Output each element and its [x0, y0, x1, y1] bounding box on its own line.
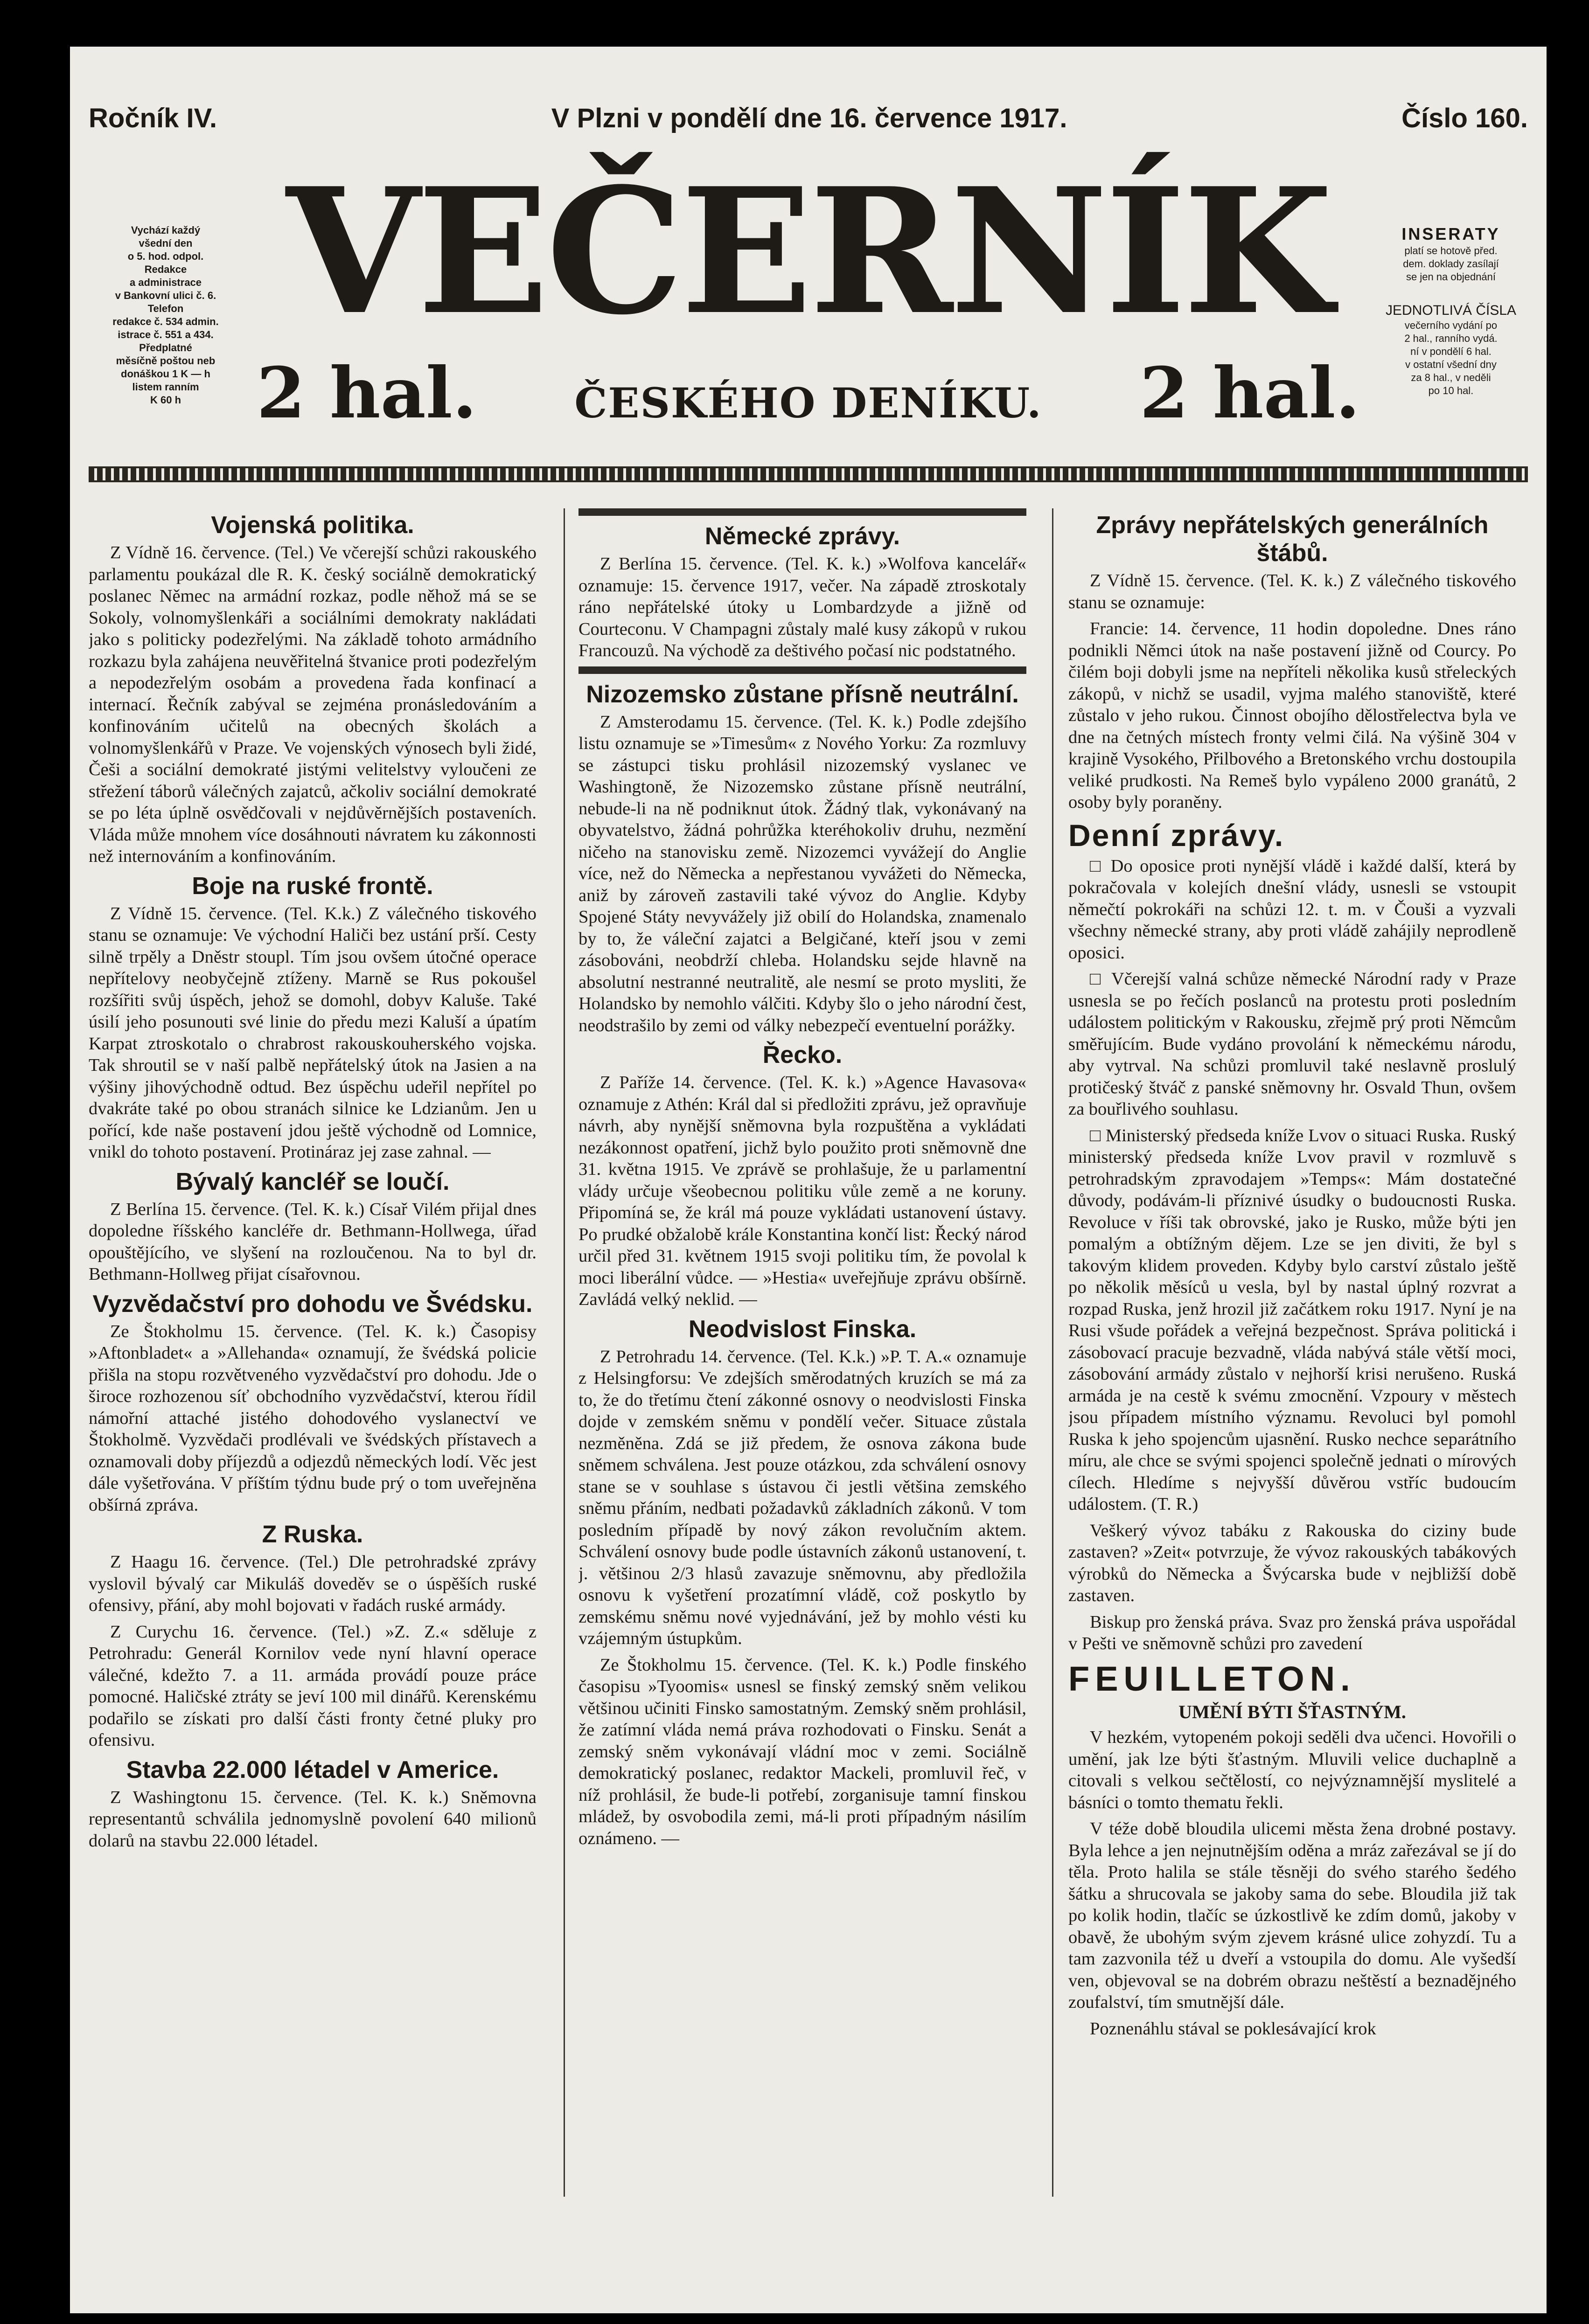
section-heading: Denní zprávy. — [1068, 818, 1285, 853]
headline: Boje na ruské frontě. — [192, 872, 433, 900]
info-line: K 60 h — [150, 394, 181, 406]
article-paragraph: Ze Štokholmu 15. července. (Tel. K. k.) Podle finského časopisu »Tyoomis« usnesl se finský zemský sněm velikou většinou učiniti Finsko samostatným. Zemský sněm prohlásil, že zatímní vláda nemá práva rozhodovati o Finsku. Senát a zemský sněm vykonávají vládní moc v zemi. Sociálně demokratický poslanec, redaktor Mackeli, promluvil řeč, v níž prohlásil, že bude-li potřebí, zorganisuje tamní finskou mládež, by osvobodila zemi, má-li proti případným násilím oznámeno. — — [578, 1655, 1026, 1848]
info-line: dem. doklady zasílají — [1403, 258, 1499, 270]
section-bar — [578, 508, 1026, 516]
article-paragraph: Z Berlína 15. července. (Tel. K. k.) Císař Vilém přijal dnes dopoledne říšského kancléře dr. Bethmann-Hollwega, úřad opouštějícího, ve slyšení na rozloučenou. Na to byl dr. Bethmann-Hollweg přijat císařovnou. — [89, 1199, 537, 1284]
article-paragraph: Z Petrohradu 14. července. (Tel. K.k.) »P. T. A.« oznamuje z Helsingforsu: Ve zdejších směrodatných kruzích se má za to, že do třetímu čtení zákonné osnovy o neodvislosti Finska dojde v zemském sněmu v pondělí večer. Situace zůstala nezměněna. Zdá se již předem, že osnova zákona bude sněmem schválena. Jest pouze otázkou, zda schválení osnovy stane se v souhlase s ústavou či jestli většina zemského sněmu přáním, nedbati požadavků základních zákonů. V tom posledním případě by nový zákon revolučním aktem. Schválení osnovy bude podle ústavních zákonů ustanovení, t. j. většinou 2/3 hlasů zavazuje sněmovnu, aby předložila osnovu k vyšetření prozatímní vládě, což poskytlo by zemskému sněmu nové vyjednávání, jež by mohlo vésti ku vzájemným ústupkům. — [578, 1346, 1026, 1648]
column-1 — [89, 508, 537, 2276]
inseraty-heading: INSERATY — [1401, 224, 1500, 243]
info-line: večerního vydání po — [1404, 319, 1498, 331]
article-paragraph: Z Curychu 16. července. (Tel.) »Z. Z.« sděluje z Petrohradu: Generál Kornilov vede nyní hlavní operace válečné, kdežto 7. a 11. armáda provádí pouze práce pomocné. Haličské ztráty se jeví 100 mil dinářů. Kerenskému podařilo se získati pro další části fronty četné pluky pro ofensivu. — [89, 1622, 537, 1750]
article-paragraph: Z Vídně 15. července. (Tel. K.k.) Z válečného tiskového stanu se oznamuje: Ve východní Haliči bez ustání prší. Cesty silně trpěly a Dněstr stoupl. Tím jsou ovšem útočné operace nepřítelovy neobyčejně ztíženy. Marně se Rus pokoušel rozšířiti svůj úspěch, jehož se domohl, dobyv Kaluše. Také úsilí jeho posunouti své linie do předu mezi Kaluší a úpatím Karpat ztroskotalo o chrabrost rakouskouherského vojska. Tak shroutil se v naší palbě nepřátelský útok na Jasien a na výšiny jihovýchodně odtud. Bez úspěchu udeřil nepřítel po dvakráte také po obou stranách silnice ke Ldzianům. Jen u pořící, kde naše postavení jdou ještě východně od Lomnice, vnikl do tohoto postavení. Protináraz jej zase zahnal. — — [89, 903, 537, 1162]
column-divider — [1052, 508, 1053, 2197]
dateline: V Plzni v pondělí dne 16. července 1917. — [551, 103, 1067, 133]
advertising-info-box — [1374, 224, 1528, 397]
masthead — [89, 145, 1528, 448]
column-divider — [564, 508, 565, 2197]
column-2 — [578, 508, 1026, 2276]
article-paragraph: Poznenáhlu stával se poklesávající krok — [1090, 2019, 1376, 2039]
news-item: Biskup pro ženská práva. Svaz pro ženská práva uspořádal v Pešti ve sněmovně schůzi pro zavedení — [1068, 1612, 1516, 1653]
headline: Vojenská politika. — [211, 512, 414, 539]
article-paragraph: Francie: 14. července, 11 hodin dopoledne. Dnes ráno podnikli Němci útok na naše postavení jižně od Courcy. Po čilém boji dobyli jsme na nepříteli několika kusů střeleckých zákopů, v nichž se usadil, vyjma malého stanoviště, které zůstalo v jeho rukou. Činnost obojího dělostřelectva byla ve dne na četných místech fronty velmi čilá. Na výšině 304 v krajině Vysokého, Přilbového a Bretonského vrchu dostoupila veliké prudkosti. Na Remeš bylo vypáleno 2000 granátů, 2 osoby byly poraněny. — [1068, 619, 1516, 812]
headline: Stavba 22.000 létadel v Americe. — [126, 1756, 499, 1783]
newspaper-page — [70, 47, 1547, 2313]
article-paragraph: Z Amsterodamu 15. července. (Tel. K. k.) Podle zdejšího listu oznamuje se »Timesům« z Nového Yorku: Za rozmluvy se zástupci tisku prohlásil nizozemský vyslanec ve Washingtoně, že Nizozemsko zůstane přísně neutrální, nebude-li na ně podniknut útok. Žádný tlak, vykonávaný na obyvatelstvo, žádná pohrůžka kteréhokoliv druhu, nezmění ničeho na stanovisku země. Nizozemci vyvážejí do Anglie více, než do Německa a nepřestanou vyvážeti do Německa, aniž by zároveň zastavili také vývoz do Anglie. Kdyby Spojené Státy nevyvážely již obilí do Holandska, znamenalo by to, že váleční zajatci a Belgičané, kteří jsou v zemi zásobováni, neobdrží chleba. Holandsku sejde hlavně na absolutní nestranné neutralitě, ale nesmí se proto mysliti, že Holandsko by nemohlo válčiti. Kdyby šlo o jeho národní čest, neodstrašilo by zemi od války nebezpečí eventuelní porážky. — [578, 712, 1026, 1035]
headline: Řecko. — [762, 1041, 843, 1068]
feuilleton-heading: FEUILLETON. — [1068, 1659, 1356, 1698]
article-paragraph: V téže době bloudila ulicemi města žena drobné postavy. Byla lehce a jen nejnutnějším oděna a mráz zařezával se jí do těla. Proto halila se stále těsněji do svého starého šedého šátku a shrucovala se jakoby sama do sebe. Bloudila již tak po kolik hodin, tlačíc se úzkostlivě ke zdím domů, jakoby v obavě, že ubohým svým zjevem krásné ulice zohyzdí. Tu a tam zazvonila též u dveří a vstoupila do domu. Ale vyšedší ven, objevoval se na dobrém obrazu neštěstí a beznadějného zoufalství, tím smutnější dále. — [1068, 1819, 1516, 2012]
info-line: redakce č. 534 admin. — [112, 316, 219, 327]
feuilleton-title: UMĚNÍ BÝTI ŠŤASTNÝM. — [1178, 1701, 1406, 1722]
info-line: po 10 hal. — [1428, 385, 1474, 396]
info-line: Telefon — [147, 303, 184, 314]
issue-number: Číslo 160. — [1401, 103, 1528, 133]
newspaper-title: VEČERNÍK — [286, 151, 1331, 353]
section-bar — [578, 666, 1026, 674]
headline: Nizozemsko zůstane přísně neutrální. — [586, 680, 1019, 708]
headline: Neodvislost Finska. — [688, 1315, 917, 1343]
single-copies-heading: JEDNOTLIVÁ ČÍSLA — [1385, 303, 1517, 318]
news-item: □ Do oposice proti nynější vládě i každé další, která by pokračovala v kolejích dnešní vlády, usnesli se vstoupit němečtí pokrokáři na schůzi 12. t. m. v Čouši a vyzvali všechny německé strany, aby proti vládě zahájily neprodleně oposici. — [1068, 856, 1516, 963]
info-line: platí se hotově před. — [1404, 245, 1498, 257]
info-line: v ostatní všední dny — [1405, 359, 1497, 370]
info-line: o 5. hod. odpol. — [127, 250, 204, 262]
news-item: □ Včerejší valná schůze německé Národní rady v Praze usnesla se po řečích poslanců na protestu proti posledním událostem politickým v Rakousku, zřejmě prý proti Němcům směřujícím. Bude vydáno provolání k německému národu, aby vytrval. Na schůzi promluvil také neslavně proslulý protičeský štváč z panské sněmovny hr. Osvald Thun, ovšem za bouřlivého souhlasu. — [1068, 969, 1516, 1119]
info-line: Vychází každý — [131, 224, 201, 236]
publisher-info-box — [89, 224, 243, 407]
info-line: se jen na objednání — [1406, 271, 1496, 283]
newspaper-subtitle: ČESKÉHO DENÍKU. — [574, 379, 1042, 427]
info-line: v Bankovní ulici č. 6. — [115, 290, 216, 301]
info-line: Redakce — [144, 264, 187, 275]
article-paragraph: Z Paříže 14. července. (Tel. K. k.) »Agence Havasova« oznamuje z Athén: Král dal si předložiti zprávu, jež opravňuje návrh, aby nynější sněmovna byla rozpuštěna a vykládati nezákonnost opatření, jichž bylo použito proti sněmovně dne 31. května 1915. Ve zprávě se prohlašuje, že u parlamentní vlády určuje všeobecnou politiku vůle země a ne koruny. Připomíná se, že král má pouze vykládati ustanovení ústavy. Po prudké obžalobě krále Konstantina končí list: Řecký národ určil před 31. květnem 1915 svoji politiku tím, že povolal k moci liberální vůdce. — »Hestia« uveřejňuje zprávu obšírně. Zavládá velký neklid. — — [578, 1073, 1026, 1309]
price-right: 2 hal. — [1139, 352, 1360, 434]
volume-label: Ročník IV. — [89, 103, 217, 133]
spacer — [1374, 284, 1528, 302]
masthead-rule — [89, 466, 1528, 482]
column-3 — [1068, 508, 1516, 2276]
info-line: listem ranním — [132, 381, 199, 393]
news-item: □ Ministerský předseda kníže Lvov o situaci Ruska. Ruský ministerský předseda kníže Lvov pravil v rozmluvě s petrohradským zpravodajem »Temps«: Mám dostatečné důvody, podávám-li příznivé úsudky o budoucnosti Ruska. Revoluce v říši tak obrovské, jako je Rusko, může býti jen pomalým a obtížným dějem. Lze se jen diviti, že byl s takovým klidem proveden. Kdyby bylo carství zůstalo ještě po několik měsíců u vesla, byl by nastal úplný rozvrat a rozpad Ruska, jenž hrozil již začátkem roku 1917. Nyní je na Rusi všude pořádek a veřejná bezpečnost. Správa politická i zásobovací pracuje bezvadně, vláda nabývá stále větší moci, zásobování armády zůstalo v nejhorší krisi nerušeno. Ruská armáda je na cestě k svému zmocnění. Vzpoury v městech jsou případem místního významu. Revoluci byl pomohl Ruska k jeho spojencům ujasnění. Rusko nechce separátního míru, ale chce se svými spojenci společně jednati o mírových cílech. Hledíme s nejvyšší důvěrou vstříc budoucím událostem. (T. R.) — [1068, 1125, 1516, 1514]
news-item: Veškerý vývoz tabáku z Rakouska do ciziny bude zastaven? »Zeit« potvrzuje, že vývoz rakouských tabákových výrobků do Německa a Švýcarska bude v nejbližší době zastaven. — [1068, 1520, 1516, 1605]
article-paragraph: Z Haagu 16. července. (Tel.) Dle petrohradské zprávy vyslovil bývalý car Mikuláš doveděv se o úspěších ruské ofensivy, přání, aby mohl bojovati v řadách ruské armády. — [89, 1552, 537, 1615]
info-line: Předplatné — [139, 342, 192, 354]
headline: Vyzvědačství pro dohodu ve Švédsku. — [92, 1290, 533, 1318]
headline: Bývalý kancléř se loučí. — [175, 1168, 450, 1195]
headline: Z Ruska. — [262, 1521, 363, 1548]
article-paragraph: Z Vídně 15. července. (Tel. K. k.) Z válečného tiskového stanu se oznamuje: — [1068, 571, 1516, 612]
info-line: 2 hal., ranního vydá. — [1404, 333, 1498, 344]
info-line: měsíčně poštou neb — [116, 355, 216, 367]
info-line: a administrace — [129, 277, 202, 288]
info-line: donáškou 1 K — h — [121, 368, 210, 380]
article-paragraph: Ze Štokholmu 15. července. (Tel. K. k.) Časopisy »Aftonbladet« a »Allehanda« oznamují, že švédská policie přišla na stopu rozvětveného vyzvědačství pro dohodu. Jde o široce rozhozenou síť obchodního vyzvědačství, kterou řídil námořní attaché jistého dohodového vyslanectví ve Štokholmě. Vyzvědači prodlévali ve švédských přístavech a oznamovali doby příjezdů a odjezdů německých lodí. Věc jest dále vyšetřována. V příštím týdnu bude prý o tom uveřejněna obšírná zpráva. — [89, 1321, 537, 1515]
info-line: všední den — [139, 237, 193, 249]
price-left: 2 hal. — [257, 352, 477, 434]
article-paragraph: Z Vídně 16. července. (Tel.) Ve včerejší schůzi rakouského parlamentu poukázal dle R. K. český sociálně demokratický poslanec Němec na armádní rozkaz, podle něhož má se se Sokoly, volnomyšlenkáři a sociálními demokraty nakládati jako s politicky podezřelými. Na základě tohoto armádního rozkazu byla zahájena neuvěřitelná štvanice proti podezřelým a nepodezřelým osobám a provedena řada konfinací a internací. Řečník zabýval se zejména pronásledováním a konfinováním učitelů na obecných školách a volnomyšlenkářů v Praze. Ve vojenských výnosech byli židé, Češi a sociální demokraté jistými velitelstvy vyloučeni ze střežení táborů válečných zajatců, ačkoliv sociální demokraté se po léta úplně osvědčovali v nejdůvěrnějších postaveních. Vláda může mnohem více dosáhnouti návratem ku zákonnosti než internováním a konfinováním. — [89, 543, 537, 866]
article-paragraph: Z Washingtonu 15. července. (Tel. K. k.) Sněmovna representantů schválila jednomyslně povolení 640 milionů dolarů na stavbu 22.000 létadel. — [89, 1787, 537, 1851]
headline: Německé zprávy. — [704, 523, 900, 550]
issue-line — [89, 103, 1528, 134]
article-paragraph: V hezkém, vytopeném pokoji seděli dva učenci. Hovořili o umění, jak lze býti šťastným. Mluvili velice duchaplně a citovali s velkou sečtělostí, co nejvýznamnější myslitelé a básníci o tomto thematu řekli. — [1068, 1727, 1516, 1812]
masthead-bottom-row — [257, 352, 1360, 434]
article-paragraph: Z Berlína 15. července. (Tel. K. k.) »Wolfova kancelář« oznamuje: 15. července 1917, večer. Na západě ztroskotaly ráno nepřátelské útoky u Lombardzyde a jižně od Courteconu. V Champagni zůstaly malé kusy zákopů v rukou Francouzů. Na východě za deštivého počasí nic podstatného. — [578, 554, 1026, 660]
info-line: za 8 hal., v neděli — [1411, 372, 1491, 383]
info-line: istrace č. 551 a 434. — [118, 329, 214, 340]
headline: Zprávy nepřátelských generálních štábů. — [1096, 512, 1489, 567]
info-line: ní v pondělí 6 hal. — [1410, 346, 1491, 357]
